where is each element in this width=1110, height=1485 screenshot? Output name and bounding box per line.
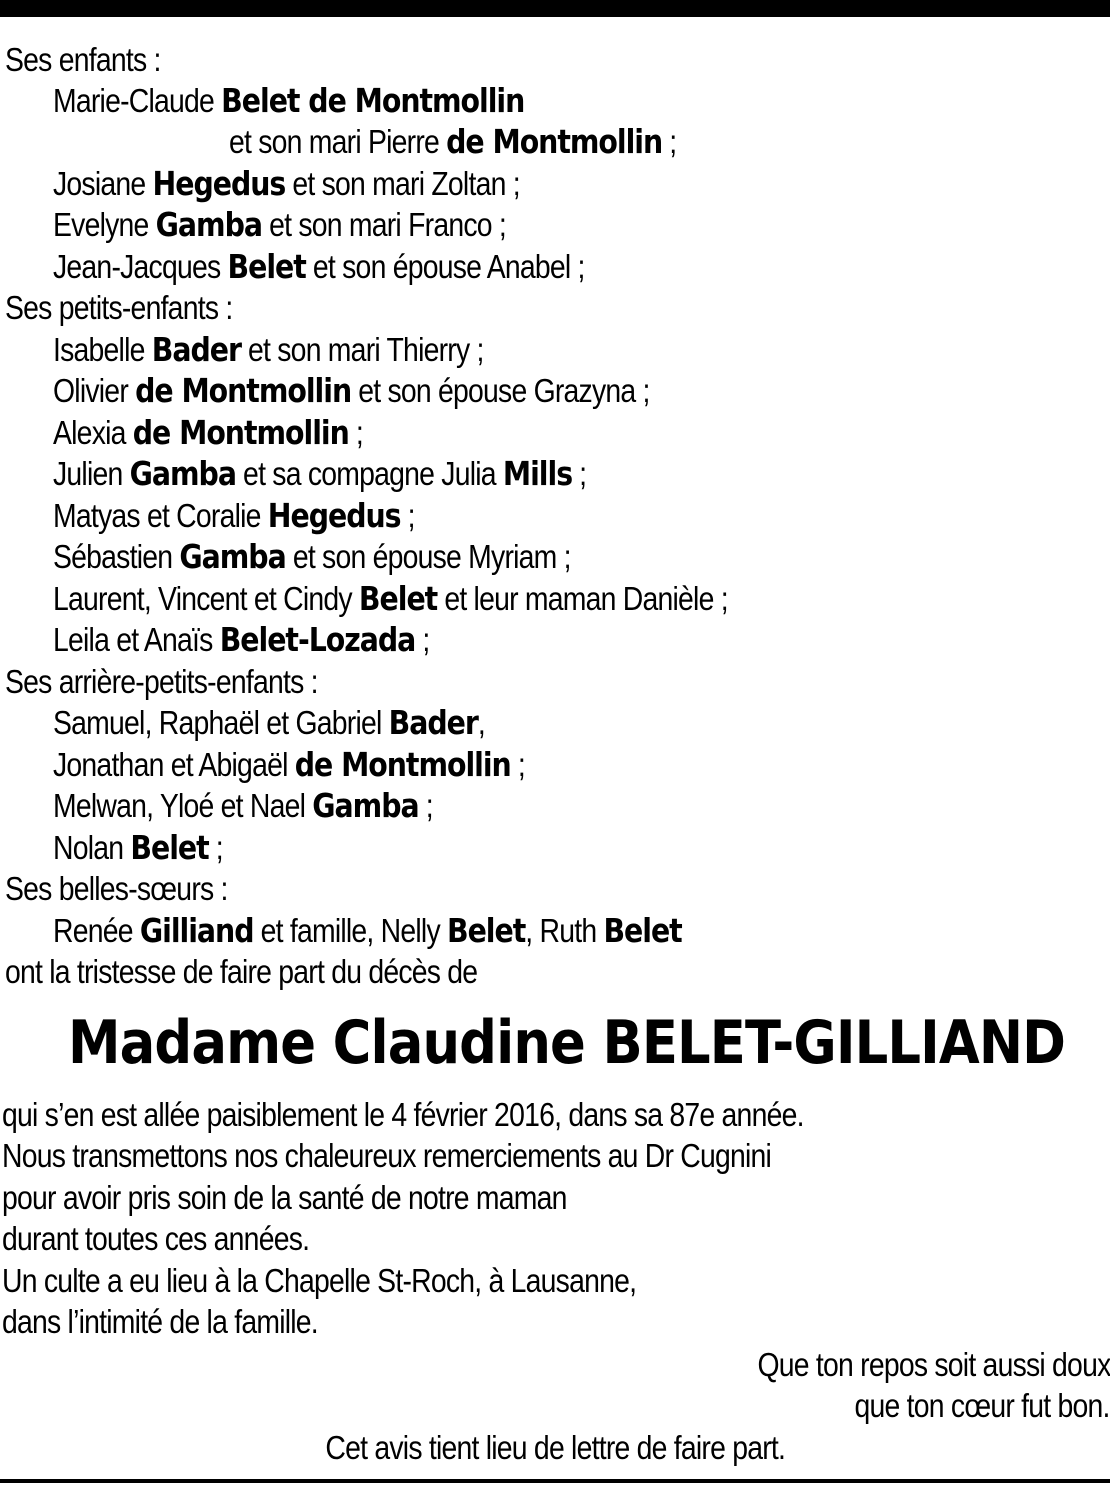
family-line: Isabelle Bader et son mari Thierry ; bbox=[53, 330, 484, 369]
body-line: dans l’intimité de la famille. bbox=[2, 1303, 318, 1340]
quote-line: Que ton repos soit aussi doux bbox=[756, 1346, 1110, 1383]
family-line: Olivier de Montmollin et son épouse Grazyna ; bbox=[53, 371, 650, 410]
bottom-rule bbox=[0, 1479, 1110, 1483]
family-line: Nolan Belet ; bbox=[53, 828, 223, 867]
closing-text: Cet avis tient lieu de lettre de faire part. bbox=[325, 1429, 785, 1466]
family-line: et son mari Pierre de Montmollin ; bbox=[229, 122, 677, 161]
family-line: Melwan, Yloé et Nael Gamba ; bbox=[53, 786, 433, 825]
family-line: Alexia de Montmollin ; bbox=[53, 413, 363, 452]
body-line: durant toutes ces années. bbox=[2, 1220, 310, 1257]
family-line: Julien Gamba et sa compagne Julia Mills ; bbox=[53, 454, 587, 493]
family-line: Leila et Anaïs Belet-Lozada ; bbox=[53, 620, 430, 659]
family-line: Jean-Jacques Belet et son épouse Anabel ; bbox=[53, 247, 585, 286]
family-line: Evelyne Gamba et son mari Franco ; bbox=[53, 205, 506, 244]
body-line: Un culte a eu lieu à la Chapelle St-Roch, à Lausanne, bbox=[2, 1262, 637, 1299]
announcement-text: ont la tristesse de faire part du décès de bbox=[5, 953, 478, 990]
family-line: Renée Gilliand et famille, Nelly Belet, Ruth Belet bbox=[53, 911, 682, 950]
heading-sisters-in-law: Ses belles-sœurs : bbox=[5, 870, 228, 907]
deceased-name: Madame Claudine BELET-GILLIAND bbox=[67, 1008, 1066, 1078]
family-line: Marie-Claude Belet de Montmollin bbox=[53, 81, 525, 120]
family-line: Samuel, Raphaël et Gabriel Bader, bbox=[53, 703, 485, 742]
body-line: qui s’en est allée paisiblement le 4 février 2016, dans sa 87e année. bbox=[2, 1096, 804, 1133]
heading-great-grandchildren: Ses arrière-petits-enfants : bbox=[5, 663, 318, 700]
quote-line: que ton cœur fut bon. bbox=[854, 1387, 1110, 1424]
body-line: Nous transmettons nos chaleureux remerciements au Dr Cugnini bbox=[2, 1137, 772, 1174]
family-line: Matyas et Coralie Hegedus ; bbox=[53, 496, 415, 535]
top-rule bbox=[0, 0, 1110, 17]
family-line: Josiane Hegedus et son mari Zoltan ; bbox=[53, 164, 520, 203]
family-line: Sébastien Gamba et son épouse Myriam ; bbox=[53, 537, 571, 576]
body-line: pour avoir pris soin de la santé de notre maman bbox=[2, 1179, 567, 1216]
heading-grandchildren: Ses petits-enfants : bbox=[5, 289, 233, 326]
heading-children: Ses enfants : bbox=[5, 41, 161, 78]
family-line: Laurent, Vincent et Cindy Belet et leur maman Danièle ; bbox=[53, 579, 728, 618]
family-line: Jonathan et Abigaël de Montmollin ; bbox=[53, 745, 525, 784]
